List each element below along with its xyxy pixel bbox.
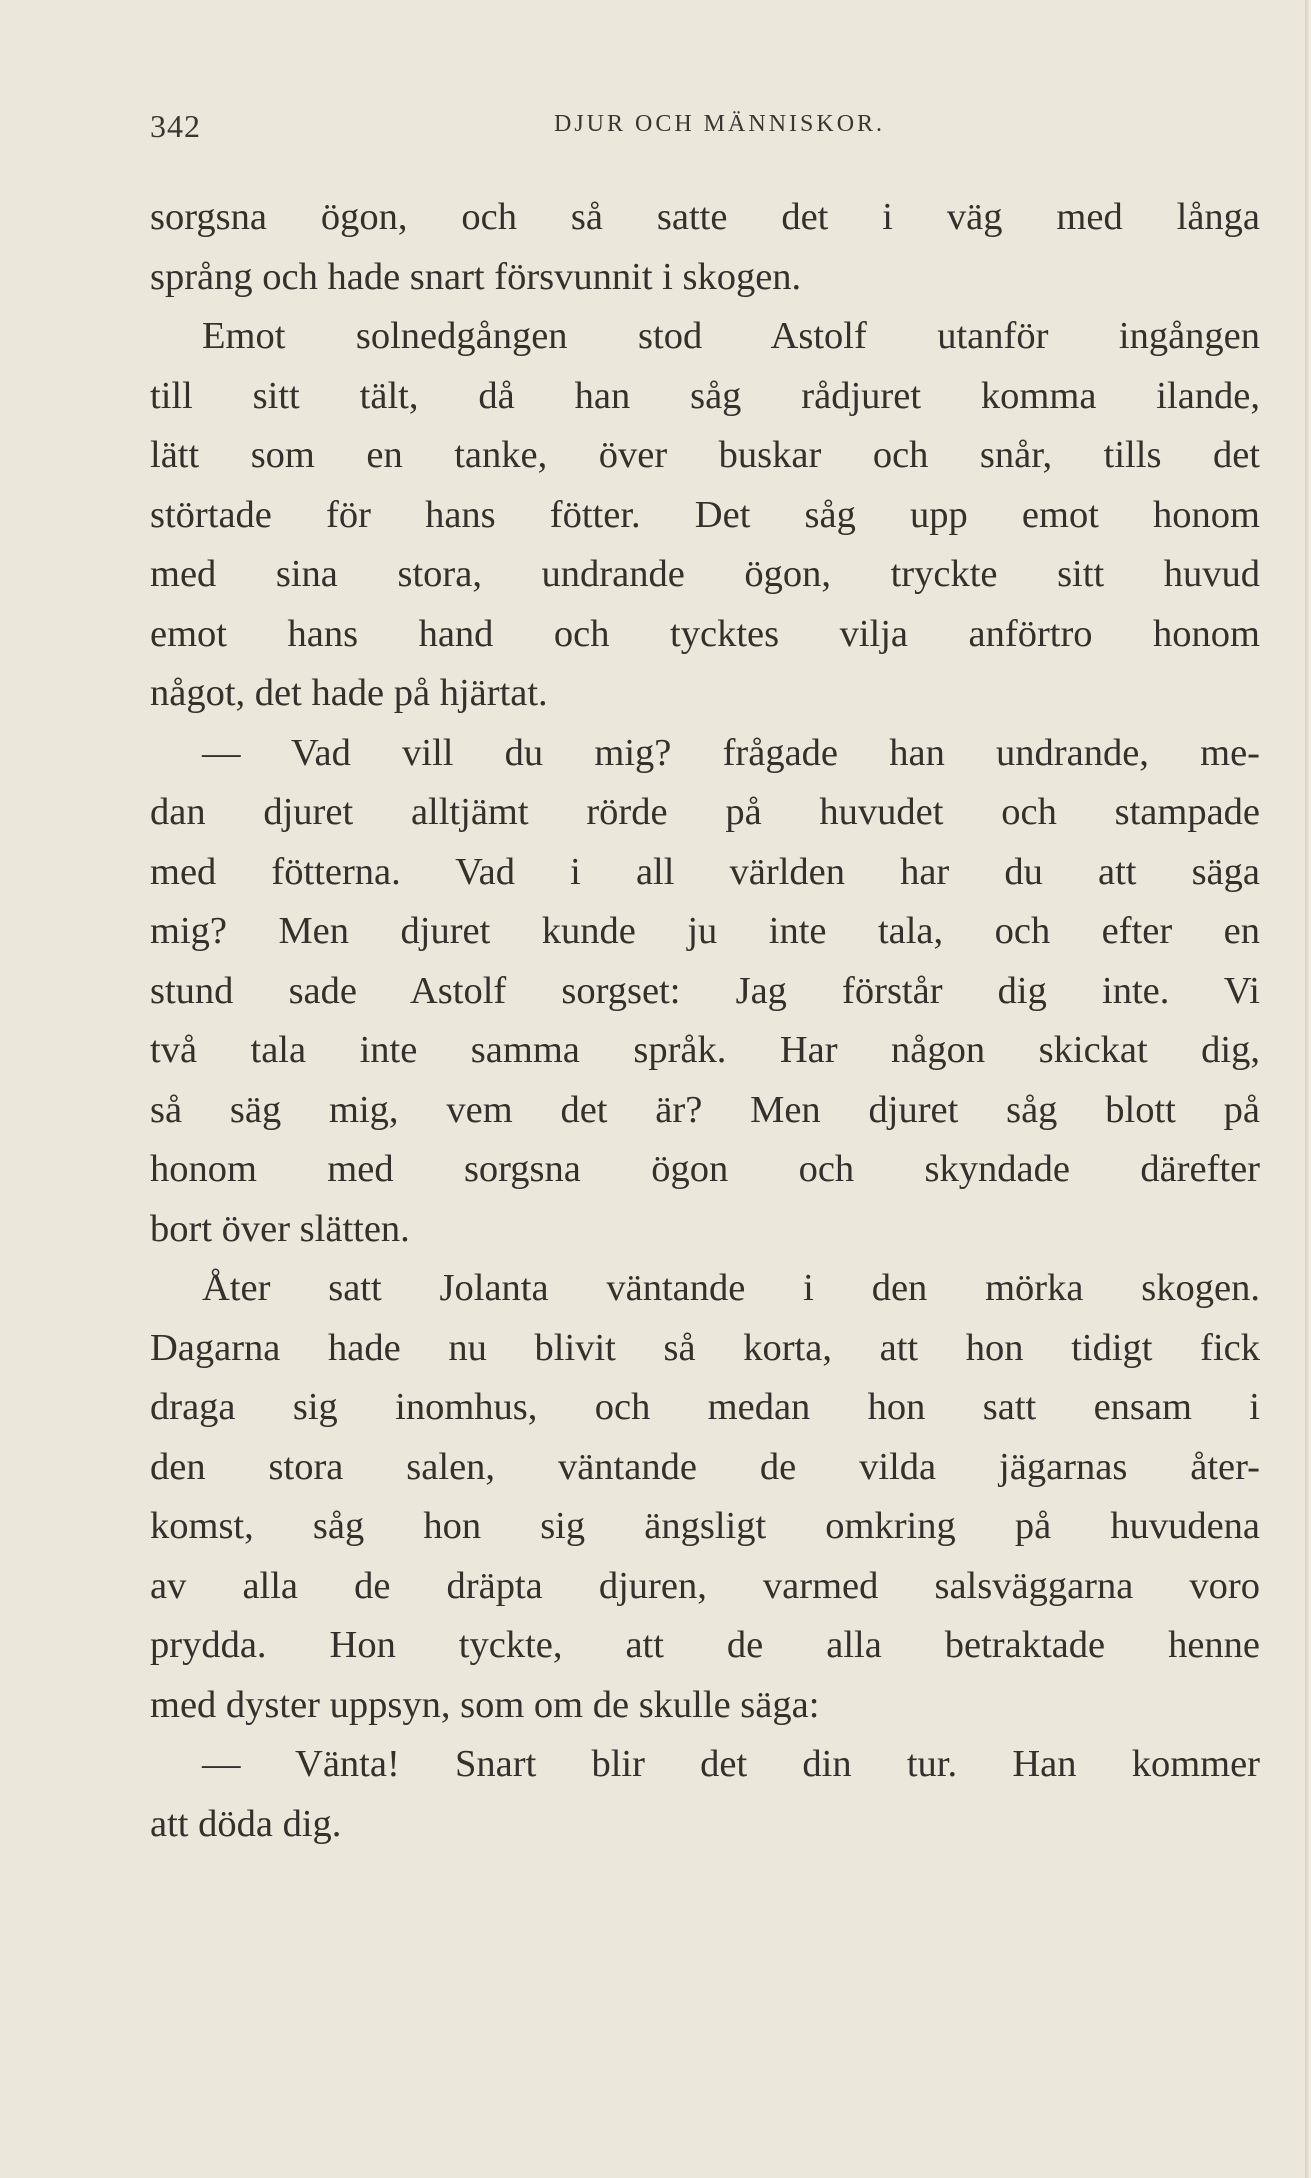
text-line: Emot solnedgången stod Astolf utanför ingången xyxy=(202,315,1260,357)
text-line: störtade för hans fötter. Det såg upp emot honom xyxy=(150,493,1260,536)
text-line: två tala inte samma språk. Har någon skickat dig, xyxy=(150,1029,1260,1071)
text-line: Åter satt Jolanta väntande i den mörka skogen. xyxy=(202,1267,1260,1309)
text-line: av alla de dräpta djuren, varmed salsväggarna voro xyxy=(150,1564,1260,1607)
text-line: emot hans hand och tycktes vilja anförtro honom xyxy=(150,612,1260,655)
text-line: lätt som en tanke, över buskar och snår, tills det xyxy=(150,434,1260,476)
text-line: stund sade Astolf sorgset: Jag förstår dig inte. Vi xyxy=(150,969,1260,1012)
text-line: dan djuret alltjämt rörde på huvudet och stampade xyxy=(150,791,1260,833)
text-line: bort över slätten. xyxy=(150,1207,410,1250)
text-line: — Vad vill du mig? frågade han undrande, me- xyxy=(202,731,1260,774)
text-line: sorgsna ögon, och så satte det i väg med långa xyxy=(150,196,1260,238)
text-line: något, det hade på hjärtat. xyxy=(150,672,548,714)
text-line: — Vänta! Snart blir det din tur. Han kommer xyxy=(202,1743,1260,1785)
text-line: mig? Men djuret kunde ju inte tala, och efter en xyxy=(150,910,1260,952)
text-line: honom med sorgsna ögon och skyndade därefter xyxy=(150,1148,1260,1190)
text-line: den stora salen, väntande de vilda jägarnas åter- xyxy=(150,1445,1260,1488)
running-title: DJUR OCH MÄNNISKOR. xyxy=(554,111,886,137)
page-header xyxy=(150,108,1260,148)
page-edge xyxy=(1305,0,1311,2178)
text-line: att döda dig. xyxy=(150,1802,342,1845)
text-line: med sina stora, undrande ögon, tryckte sitt huvud xyxy=(150,553,1260,595)
text-line: prydda. Hon tyckte, att de alla betraktade henne xyxy=(150,1624,1260,1666)
text-line: Dagarna hade nu blivit så korta, att hon tidigt fick xyxy=(150,1326,1260,1369)
text-line: draga sig inomhus, och medan hon satt ensam i xyxy=(150,1386,1260,1428)
text-line: till sitt tält, då han såg rådjuret komma ilande, xyxy=(150,374,1260,417)
body-text xyxy=(150,188,1260,1854)
text-line: med fötterna. Vad i all världen har du att säga xyxy=(150,850,1260,893)
text-line: så säg mig, vem det är? Men djuret såg blott på xyxy=(150,1088,1260,1131)
page-number: 342 xyxy=(150,108,201,144)
text-line: språng och hade snart försvunnit i skogen. xyxy=(150,255,802,298)
text-line: komst, såg hon sig ängsligt omkring på huvudena xyxy=(150,1505,1260,1547)
text-line: med dyster uppsyn, som om de skulle säga: xyxy=(150,1683,820,1726)
